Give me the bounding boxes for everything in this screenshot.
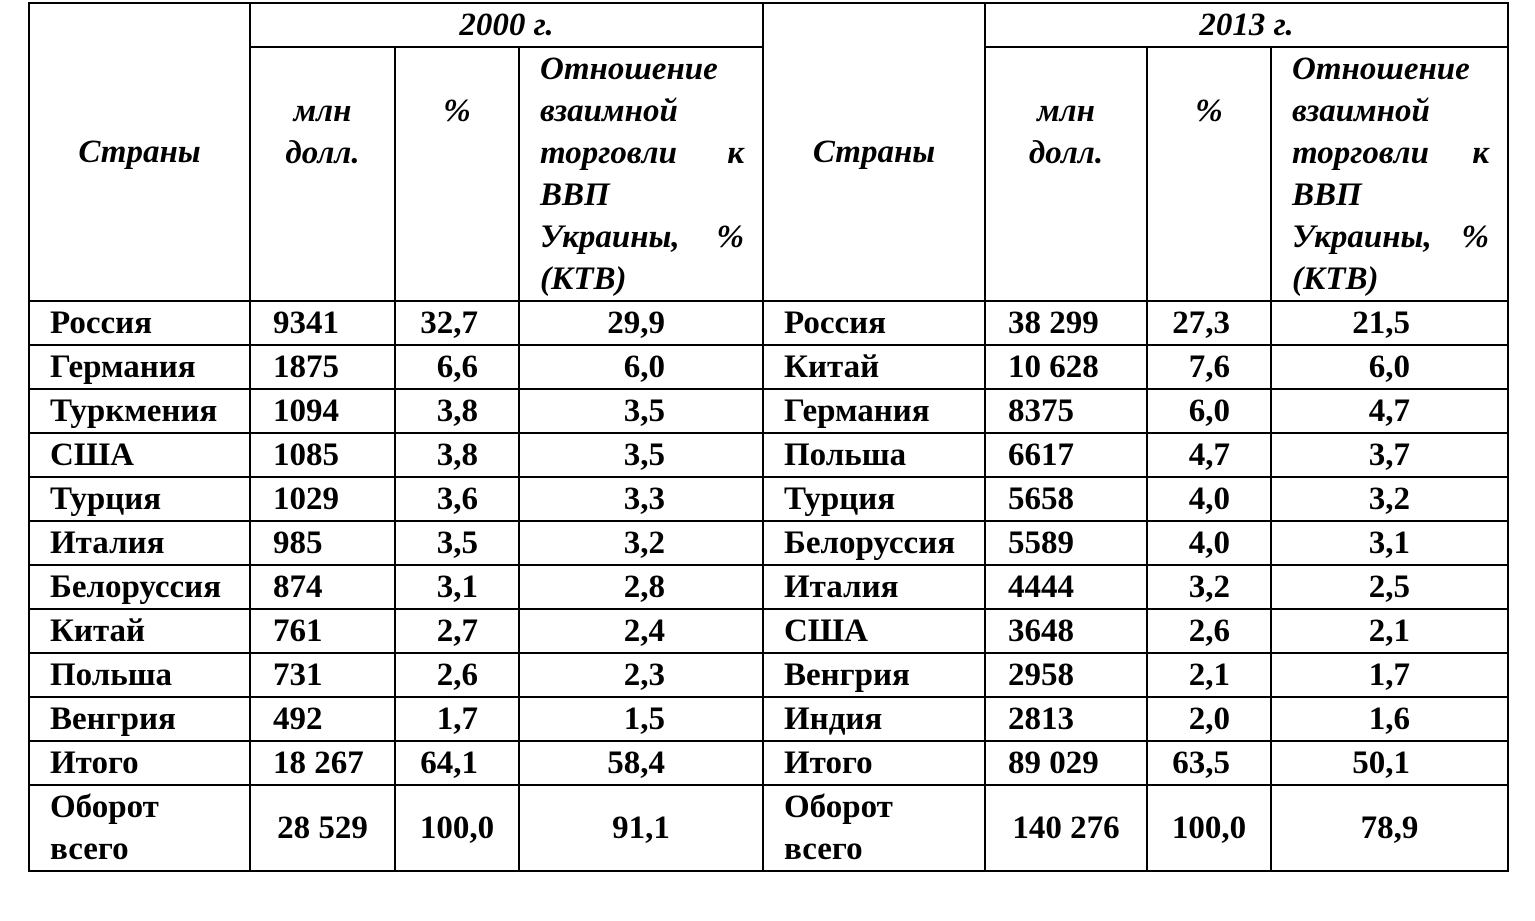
ktv-2013: 2,1 — [1271, 609, 1508, 653]
country-2000: Венгрия — [29, 697, 250, 741]
ratio-line: (КТВ) — [1292, 261, 1379, 297]
pct-2013: 4,7 — [1147, 433, 1271, 477]
pct-2000: 2,7 — [395, 609, 519, 653]
pct-2013: 63,5 — [1147, 741, 1271, 785]
country-2000: США — [29, 433, 250, 477]
total-pct-2000: 100,0 — [395, 785, 519, 871]
header-mln-line1: млн — [1037, 93, 1095, 129]
ktv-2000: 58,4 — [519, 741, 763, 785]
header-pct-2013 — [1147, 47, 1271, 301]
country-2000: Туркмения — [29, 389, 250, 433]
country-2013: Индия — [763, 697, 985, 741]
ratio-line: торговли к — [540, 135, 745, 171]
ktv-2000: 29,9 — [519, 301, 763, 345]
pct-2000: 3,8 — [395, 433, 519, 477]
header-pct-label: % — [1195, 93, 1223, 129]
ktv-2000: 2,4 — [519, 609, 763, 653]
ktv-2000: 3,2 — [519, 521, 763, 565]
country-2000: Итого — [29, 741, 250, 785]
ktv-2000: 1,5 — [519, 697, 763, 741]
country-2013: Германия — [763, 389, 985, 433]
header-ratio-2000 — [519, 47, 763, 301]
ktv-2013: 1,7 — [1271, 653, 1508, 697]
value-2000: 1094 — [250, 389, 395, 433]
total-pct-2013: 100,0 — [1147, 785, 1271, 871]
ratio-line: ВВП — [540, 177, 610, 213]
header-year-2013: 2013 г. — [985, 3, 1508, 47]
value-2013: 5658 — [985, 477, 1147, 521]
header-pct-label: % — [443, 93, 471, 129]
country-2013: Турция — [763, 477, 985, 521]
pct-2013: 4,0 — [1147, 477, 1271, 521]
ktv-2013: 6,0 — [1271, 345, 1508, 389]
table-row — [29, 741, 1508, 785]
value-2000: 761 — [250, 609, 395, 653]
ratio-line: (КТВ) — [540, 261, 627, 297]
value-2000: 1085 — [250, 433, 395, 477]
value-2013: 38 299 — [985, 301, 1147, 345]
header-ratio-2013 — [1271, 47, 1508, 301]
ktv-2000: 3,5 — [519, 389, 763, 433]
ratio-line: взаимной — [1292, 93, 1430, 129]
country-2000: Польша — [29, 653, 250, 697]
table-row — [29, 345, 1508, 389]
table-body — [29, 301, 1508, 785]
ratio-line: Украины, % — [1292, 219, 1490, 255]
value-2000: 731 — [250, 653, 395, 697]
value-2013: 4444 — [985, 565, 1147, 609]
total-value-2000: 28 529 — [250, 785, 395, 871]
table-row — [29, 697, 1508, 741]
ratio-line: взаимной — [540, 93, 678, 129]
pct-2013: 2,6 — [1147, 609, 1271, 653]
country-2000: Белоруссия — [29, 565, 250, 609]
total-label-line1: Оборот — [784, 789, 893, 825]
pct-2000: 3,5 — [395, 521, 519, 565]
country-2000: Италия — [29, 521, 250, 565]
header-countries-2000: Страны — [29, 3, 250, 301]
ratio-line: ВВП — [1292, 177, 1362, 213]
pct-2000: 2,6 — [395, 653, 519, 697]
table-row — [29, 521, 1508, 565]
table-row — [29, 565, 1508, 609]
total-row — [29, 785, 1508, 871]
pct-2000: 1,7 — [395, 697, 519, 741]
country-2013: Белоруссия — [763, 521, 985, 565]
country-2000: Германия — [29, 345, 250, 389]
total-ktv-2013: 78,9 — [1271, 785, 1508, 871]
value-2000: 9341 — [250, 301, 395, 345]
table-row — [29, 433, 1508, 477]
ktv-2013: 3,1 — [1271, 521, 1508, 565]
total-label-line2: всего — [784, 831, 863, 867]
country-2000: Россия — [29, 301, 250, 345]
value-2013: 89 029 — [985, 741, 1147, 785]
value-2000: 1029 — [250, 477, 395, 521]
pct-2013: 3,2 — [1147, 565, 1271, 609]
pct-2000: 64,1 — [395, 741, 519, 785]
total-label-line1: Оборот — [50, 789, 159, 825]
total-ktv-2000: 91,1 — [519, 785, 763, 871]
header-pct-2000 — [395, 47, 519, 301]
ktv-2000: 6,0 — [519, 345, 763, 389]
pct-2000: 3,1 — [395, 565, 519, 609]
value-2013: 3648 — [985, 609, 1147, 653]
ratio-line: торговли к — [1292, 135, 1490, 171]
pct-2013: 7,6 — [1147, 345, 1271, 389]
header-mln-2013 — [985, 47, 1147, 301]
value-2013: 6617 — [985, 433, 1147, 477]
ktv-2000: 2,8 — [519, 565, 763, 609]
ratio-line: Отношение — [540, 51, 718, 87]
value-2000: 18 267 — [250, 741, 395, 785]
total-value-2013: 140 276 — [985, 785, 1147, 871]
pct-2000: 32,7 — [395, 301, 519, 345]
country-2013: Венгрия — [763, 653, 985, 697]
header-mln-line1: млн — [293, 93, 352, 129]
value-2000: 985 — [250, 521, 395, 565]
header-mln-line2: долл. — [285, 135, 360, 171]
ktv-2013: 2,5 — [1271, 565, 1508, 609]
country-2013: Италия — [763, 565, 985, 609]
ktv-2013: 50,1 — [1271, 741, 1508, 785]
table-row — [29, 301, 1508, 345]
total-label-2000 — [29, 785, 250, 871]
country-2013: Итого — [763, 741, 985, 785]
pct-2013: 4,0 — [1147, 521, 1271, 565]
value-2013: 2813 — [985, 697, 1147, 741]
value-2000: 1875 — [250, 345, 395, 389]
pct-2013: 27,3 — [1147, 301, 1271, 345]
country-2000: Турция — [29, 477, 250, 521]
value-2000: 492 — [250, 697, 395, 741]
table-row — [29, 389, 1508, 433]
table-row — [29, 609, 1508, 653]
value-2013: 5589 — [985, 521, 1147, 565]
ktv-2013: 4,7 — [1271, 389, 1508, 433]
header-year-2000: 2000 г. — [250, 3, 763, 47]
table-row — [29, 653, 1508, 697]
country-2013: Польша — [763, 433, 985, 477]
pct-2000: 3,8 — [395, 389, 519, 433]
value-2000: 874 — [250, 565, 395, 609]
header-mln-2000 — [250, 47, 395, 301]
country-2013: Россия — [763, 301, 985, 345]
ktv-2013: 1,6 — [1271, 697, 1508, 741]
ratio-line: Украины, % — [540, 219, 745, 255]
pct-2000: 6,6 — [395, 345, 519, 389]
ktv-2013: 21,5 — [1271, 301, 1508, 345]
pct-2013: 2,1 — [1147, 653, 1271, 697]
total-label-line2: всего — [50, 831, 129, 867]
ratio-line: Отношение — [1292, 51, 1470, 87]
country-2013: США — [763, 609, 985, 653]
country-2000: Китай — [29, 609, 250, 653]
country-2013: Китай — [763, 345, 985, 389]
total-label-2013 — [763, 785, 985, 871]
pct-2013: 6,0 — [1147, 389, 1271, 433]
ktv-2000: 2,3 — [519, 653, 763, 697]
pct-2013: 2,0 — [1147, 697, 1271, 741]
value-2013: 2958 — [985, 653, 1147, 697]
ktv-2013: 3,2 — [1271, 477, 1508, 521]
ktv-2000: 3,5 — [519, 433, 763, 477]
header-row-years — [29, 3, 1508, 47]
value-2013: 10 628 — [985, 345, 1147, 389]
table-row — [29, 477, 1508, 521]
ktv-2000: 3,3 — [519, 477, 763, 521]
pct-2000: 3,6 — [395, 477, 519, 521]
ktv-2013: 3,7 — [1271, 433, 1508, 477]
header-countries-2013: Страны — [763, 3, 985, 301]
trade-table — [28, 2, 1509, 872]
value-2013: 8375 — [985, 389, 1147, 433]
header-mln-line2: долл. — [1028, 135, 1104, 171]
